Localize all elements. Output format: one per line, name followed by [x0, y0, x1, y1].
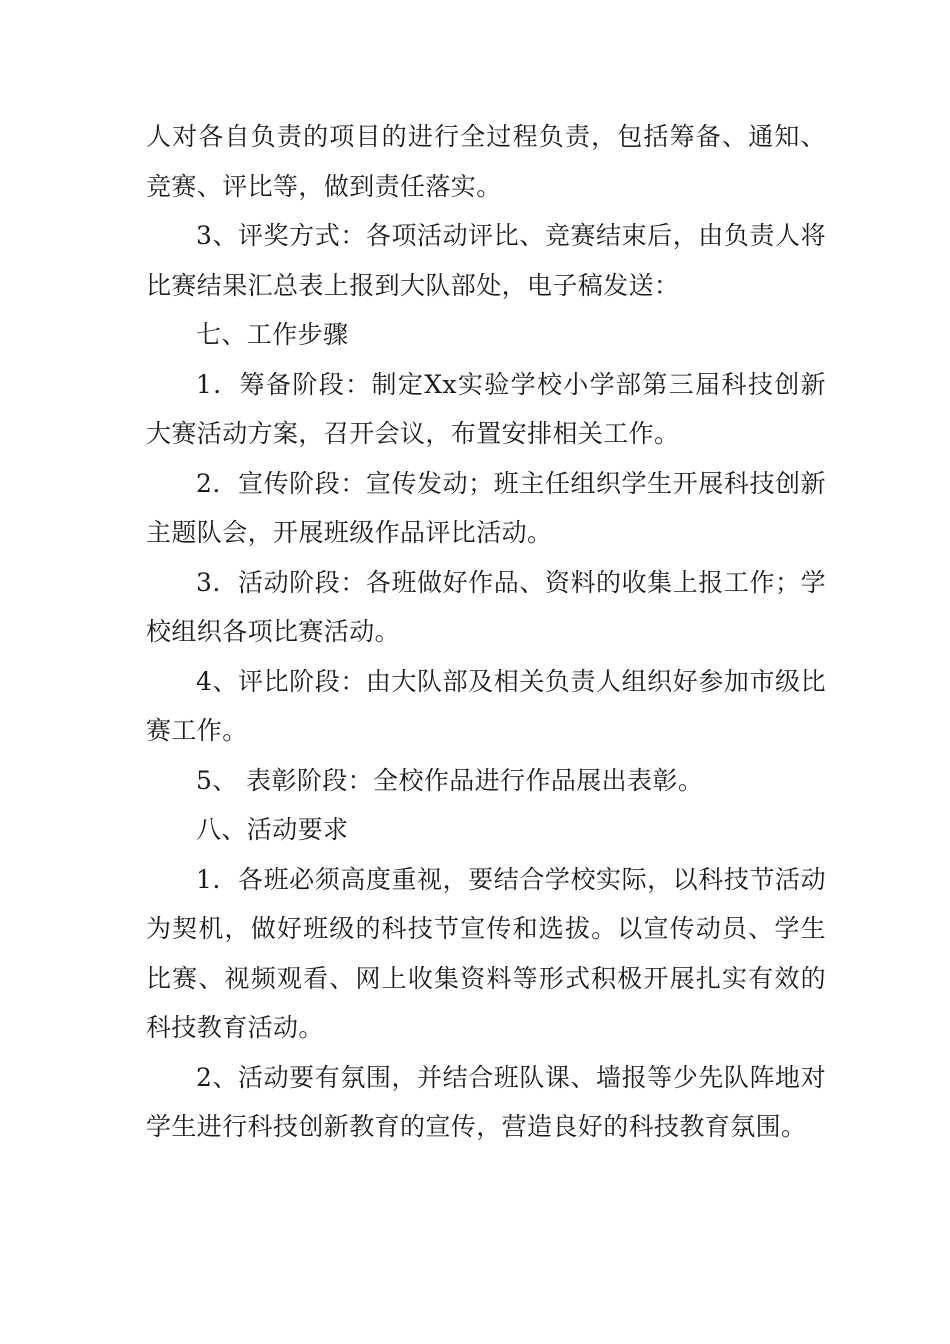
paragraph-requirement-2: 2、活动要有氛围，并结合班队课、墙报等少先队阵地对学生进行科技创新教育的宣传，营造良好的科技教育氛围。: [146, 1062, 826, 1141]
heading-activity-requirements: 八、活动要求: [196, 815, 349, 844]
paragraph-step-publicity: 2．宣传阶段：宣传发动；班主任组织学生开展科技创新主题队会，开展班级作品评比活动。: [146, 468, 826, 547]
paragraph-step-evaluation: 4、评比阶段：由大队部及相关负责人组织好参加市级比赛工作。: [146, 666, 826, 745]
paragraph-step-preparation: 1．筹备阶段：制定Xx实验学校小学部第三届科技创新大赛活动方案，召开会议，布置安排相关工作。: [146, 369, 826, 448]
paragraph-responsibility: 人对各自负责的项目的进行全过程负责，包括筹备、通知、竞赛、评比等，做到责任落实。: [146, 122, 826, 201]
paragraph-step-commendation: 5、 表彰阶段：全校作品进行作品展出表彰。: [196, 765, 704, 795]
heading-work-steps: 七、工作步骤: [196, 320, 349, 349]
document-body: [146, 112, 826, 1152]
paragraph-requirement-1: 1．各班必须高度重视，要结合学校实际，以科技节活动为契机，做好班级的科技节宣传和选拔。以宣传动员、学生比赛、视频观看、网上收集资料等形式积极开展扎实有效的科技教育活动。: [146, 864, 826, 1042]
paragraph-award-method: 3、评奖方式：各项活动评比、竞赛结束后，由负责人将比赛结果汇总表上报到大队部处，电子稿发送：: [146, 221, 826, 300]
paragraph-step-activity: 3．活动阶段：各班做好作品、资料的收集上报工作；学校组织各项比赛活动。: [146, 567, 826, 646]
